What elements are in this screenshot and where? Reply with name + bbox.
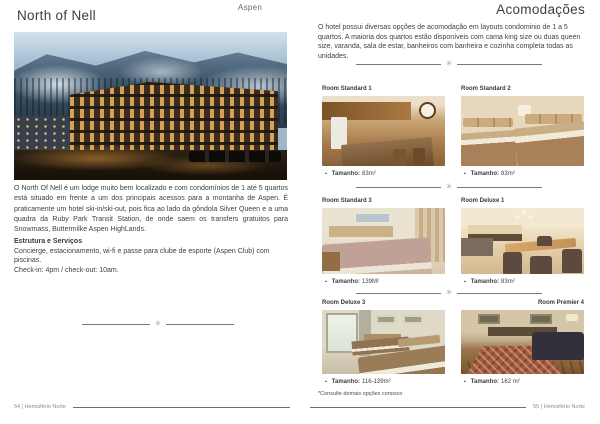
- accommodations-title: Acomodações: [496, 2, 585, 17]
- size-value: 162 m²: [501, 379, 520, 385]
- size-label: Tamanho:: [470, 171, 500, 177]
- chair: [393, 149, 405, 166]
- room-name: Room Standard 3: [322, 198, 372, 204]
- snowflake-icon: ✳: [445, 59, 453, 68]
- room-photo-deluxe-3: [322, 310, 445, 374]
- page-number-left: 54 | Hemisfério Norte: [14, 404, 66, 410]
- hotel-title: North of Nell: [17, 8, 96, 23]
- divider-line: [356, 293, 441, 294]
- section-divider: [356, 60, 542, 68]
- divider-line: [457, 293, 542, 294]
- room-name: Room Deluxe 1: [461, 198, 505, 204]
- size-value: 83m²: [501, 279, 515, 285]
- chair: [537, 236, 552, 247]
- bullet-icon: ▪: [464, 279, 466, 285]
- room-name: Room Standard 2: [461, 86, 511, 92]
- size-value: 83m²: [501, 171, 515, 177]
- wall-art: [376, 315, 396, 324]
- wall-art: [354, 212, 391, 224]
- page-number-right: 55 | Hemisfério Norte: [533, 404, 585, 410]
- room-size-line: [322, 279, 445, 285]
- divider-line: [457, 64, 542, 65]
- page-header-location: Aspen: [238, 3, 263, 12]
- room-size-line: [322, 379, 445, 385]
- nightstand: [322, 252, 340, 272]
- room-card-standard-2: [461, 85, 584, 177]
- services-line-2: Check-in: 4pm / check-out: 10am.: [14, 266, 119, 274]
- snowflake-icon: ✳: [154, 319, 162, 328]
- photo-parked-cars: [189, 151, 281, 162]
- chandelier: [513, 209, 535, 218]
- section-divider: [356, 289, 542, 297]
- room-card-deluxe-1: [461, 197, 584, 285]
- chair: [530, 256, 552, 274]
- room-size-line: [322, 171, 445, 177]
- divider-line: [166, 324, 234, 325]
- wall-art: [403, 315, 423, 324]
- section-divider: [82, 320, 234, 328]
- rooms-footnote: *Consulte demais opções conosco: [318, 391, 403, 397]
- size-value: 83m²: [362, 171, 376, 177]
- room-photo-deluxe-1: [461, 208, 584, 274]
- bed: [514, 122, 584, 166]
- size-label: Tamanho:: [470, 279, 500, 285]
- room-card-standard-3: [322, 197, 445, 285]
- size-label: Tamanho:: [331, 171, 361, 177]
- bullet-icon: ▪: [464, 379, 466, 385]
- room-name: Room Standard 1: [322, 86, 372, 92]
- footer-rule: [73, 407, 290, 408]
- page-footer-right: [310, 404, 585, 410]
- size-value: 139M²: [362, 279, 380, 285]
- services-heading: Estrutura e Serviços: [14, 238, 83, 245]
- pillows: [463, 118, 512, 127]
- bullet-icon: ▪: [464, 171, 466, 177]
- room-card-deluxe-3: [322, 299, 445, 385]
- divider-line: [82, 324, 150, 325]
- room-name: Room Premier 4: [537, 300, 584, 306]
- sofa: [532, 332, 584, 360]
- room-photo-standard-3: [322, 208, 445, 274]
- room-size-line: [461, 171, 584, 177]
- chair: [413, 148, 425, 166]
- divider-line: [457, 187, 542, 188]
- size-label: Tamanho:: [331, 279, 361, 285]
- section-divider: [356, 183, 542, 191]
- room-size-line: [461, 279, 584, 285]
- room-size-line: [461, 379, 584, 385]
- room-photo-standard-1: [322, 96, 445, 166]
- room-photo-premier-4: [461, 310, 584, 374]
- room-name: Room Deluxe 3: [322, 300, 366, 306]
- size-value: 116-139m²: [362, 379, 391, 385]
- headboard: [329, 226, 393, 237]
- wall-clock: [419, 102, 436, 119]
- wall-art: [478, 314, 500, 324]
- hotel-description: O North Of Nell é um lodge muito bem localizado e com condomínios de 1 até 5 quartos está situado em frente a um dos principais acessos para a montanha de Aspen. É praticamente um hotel ski-in/ski-out, pois fica ao lado da gôndola Silver Queen e a uma quadra da Ruby Park Transit Station, de onde saem os transfers gratuitos para Snowmass, Buttermilke Aspen HighLands.: [14, 185, 288, 234]
- size-label: Tamanho:: [470, 379, 500, 385]
- counter: [461, 238, 493, 255]
- snowflake-icon: ✳: [445, 288, 453, 297]
- chair: [562, 249, 582, 273]
- chair: [503, 252, 523, 274]
- services-line-1: Concierge, estacionamento, wi-fi e passe para clube de esporte (Aspen Club) com piscinas.: [14, 248, 270, 265]
- room-card-standard-1: [322, 85, 445, 177]
- page-footer-left: [14, 404, 290, 410]
- accommodations-intro: O hotel possui diversas opções de acomodação em layouts condominio de 1 a 5 quartos. A maioria dos quartos estão disponíveis com cama king size ou duas queen size, varanda, sala de estar, banheiros com banheira e cozinha completa todas as unidades.: [318, 24, 581, 60]
- photo-street-glow: [14, 144, 287, 180]
- bullet-icon: ▪: [325, 379, 327, 385]
- footer-rule: [310, 407, 526, 408]
- room-photo-standard-2: [461, 96, 584, 166]
- services-text: [14, 247, 288, 275]
- room-card-premier-4: [461, 299, 584, 385]
- hotel-exterior-photo: [14, 32, 287, 180]
- bullet-icon: ▪: [325, 171, 327, 177]
- divider-line: [356, 64, 441, 65]
- bed: [461, 130, 518, 166]
- wall-art: [530, 314, 552, 324]
- size-label: Tamanho:: [331, 379, 361, 385]
- lamp: [566, 314, 578, 321]
- snowflake-icon: ✳: [445, 182, 453, 191]
- divider-line: [356, 187, 441, 188]
- bullet-icon: ▪: [325, 279, 327, 285]
